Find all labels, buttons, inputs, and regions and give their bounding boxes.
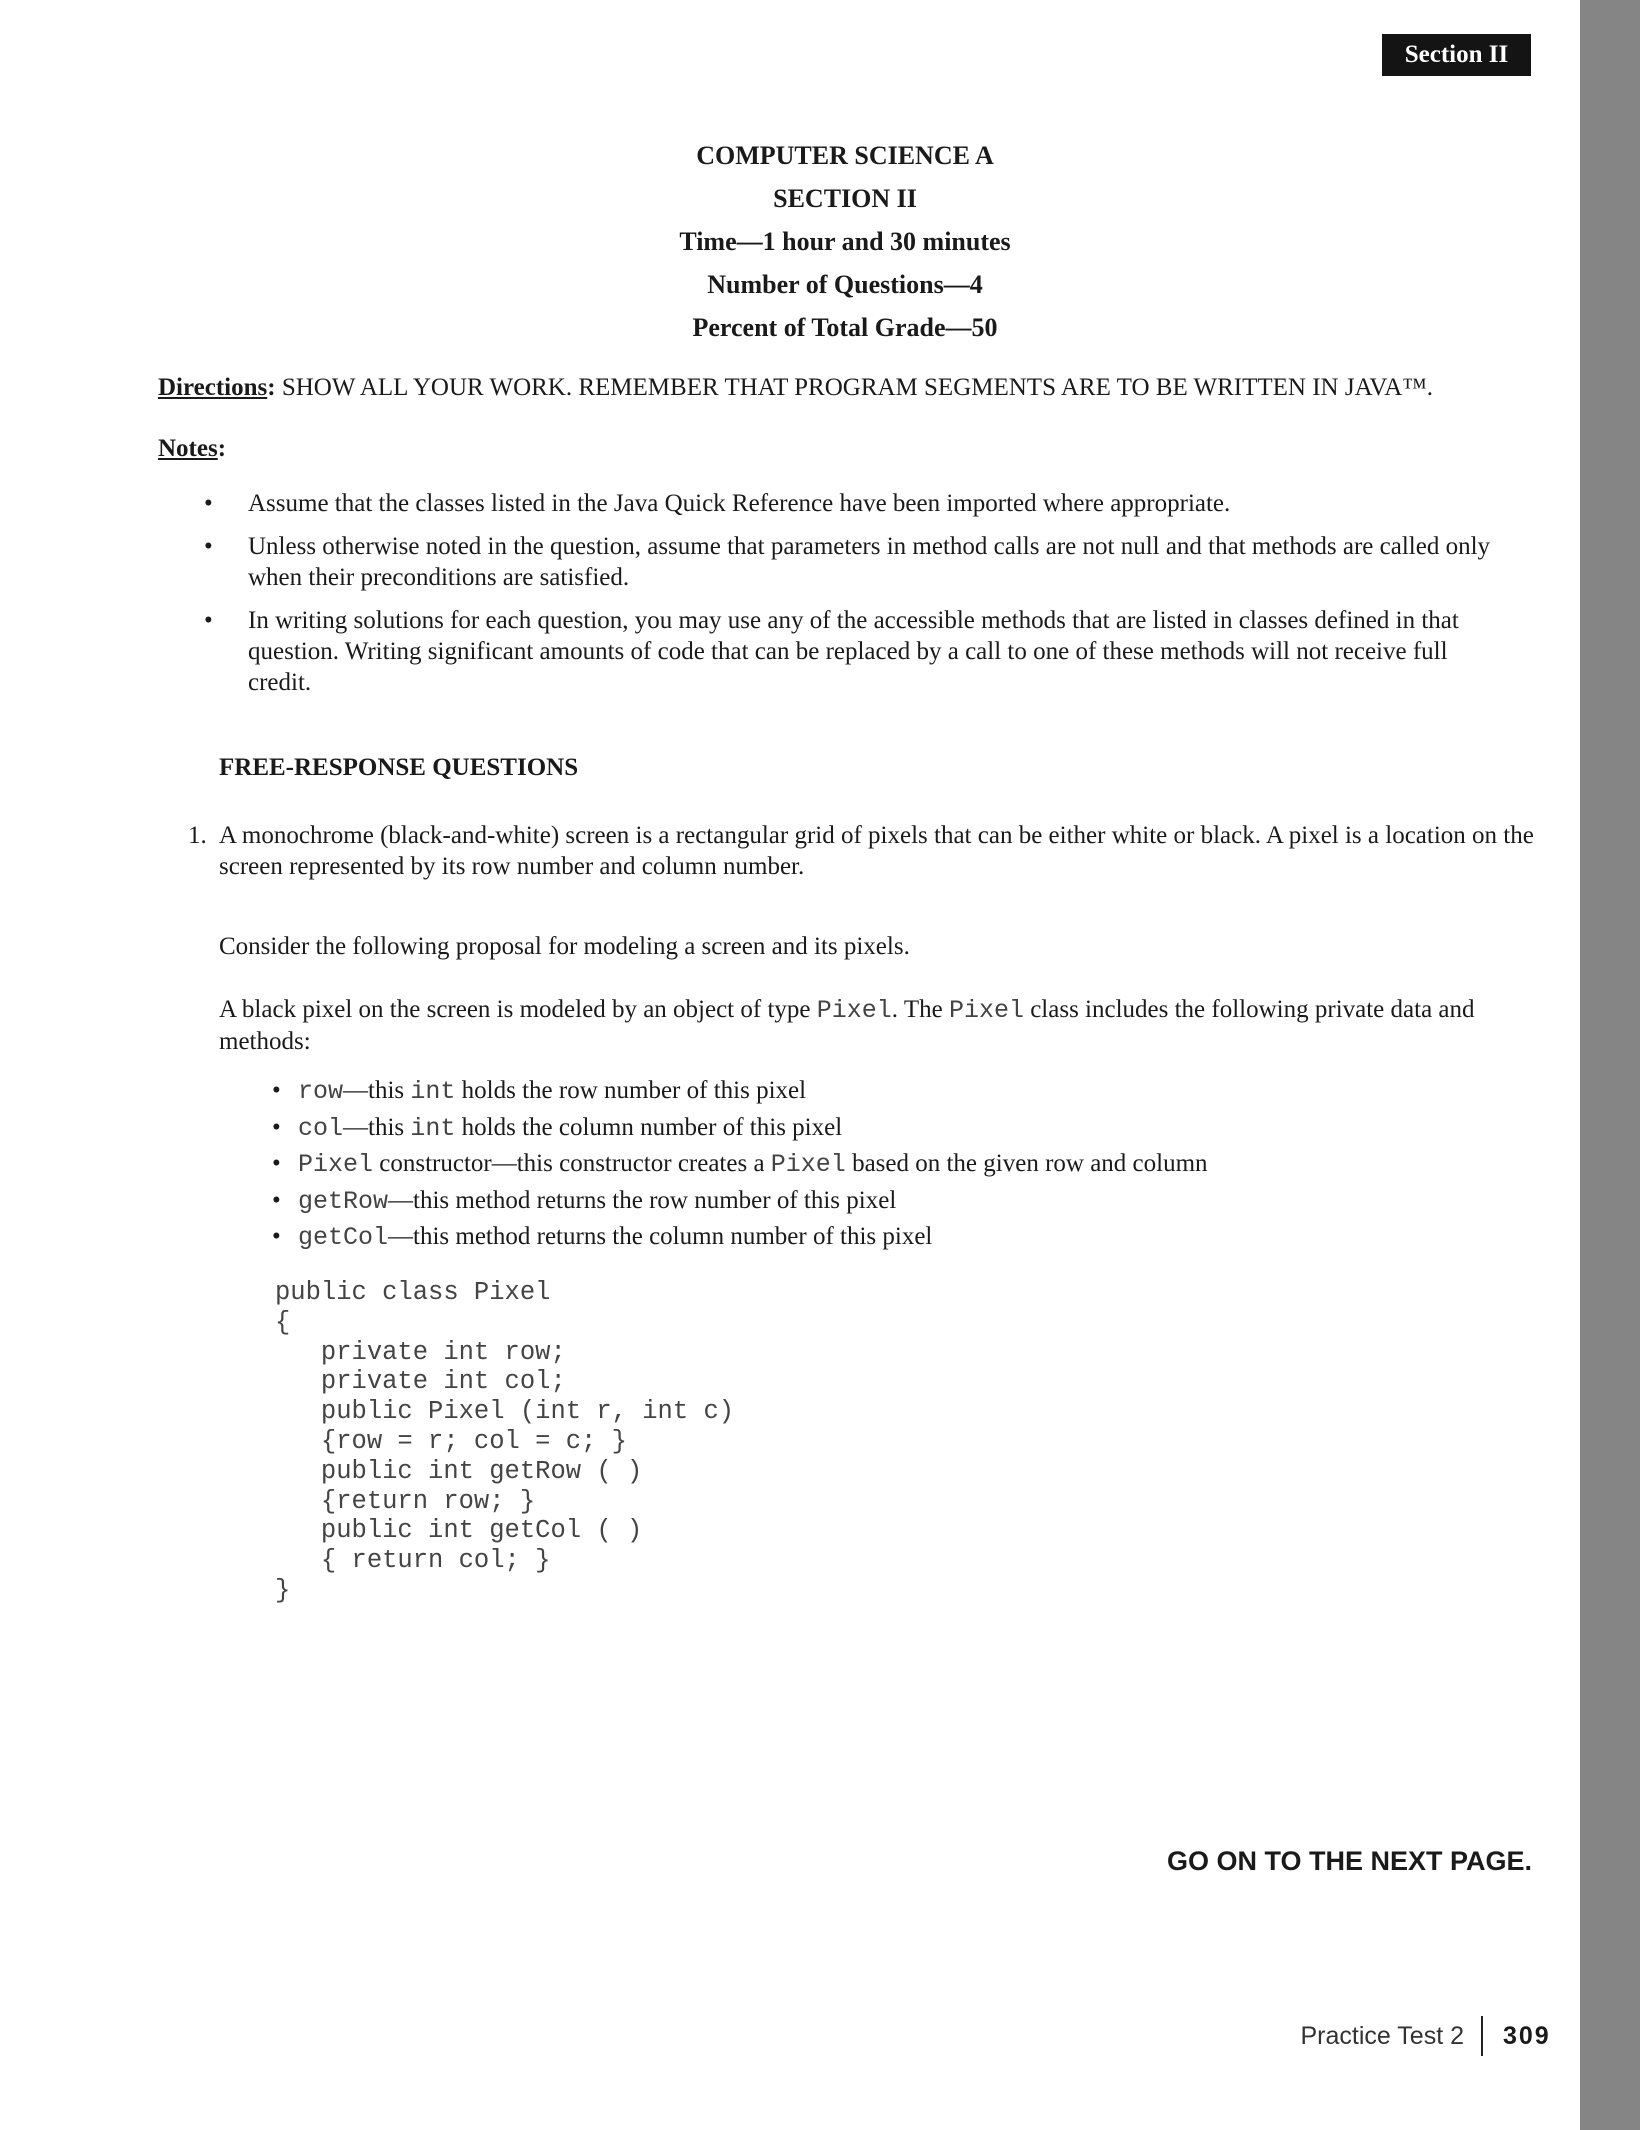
member-item: • col—this int holds the column number of this pixel — [272, 1110, 1472, 1147]
question-number: 1. — [188, 822, 207, 849]
page-header — [0, 134, 1640, 349]
code-line: private int col; — [275, 1367, 566, 1397]
member-list — [272, 1073, 1472, 1256]
bullet-icon: • — [204, 533, 213, 560]
bullet-icon: • — [204, 607, 213, 634]
header-title: COMPUTER SCIENCE A — [696, 141, 994, 170]
question-para-3: A black pixel on the screen is modeled by an object of type Pixel. The Pixel class includes the following private data and methods: — [219, 996, 1475, 1055]
notes-colon: : — [217, 435, 227, 462]
header-question-count: Number of Questions—4 — [707, 270, 983, 299]
notes-label: Notes — [158, 435, 218, 462]
notes-heading — [158, 433, 226, 464]
bullet-icon: • — [204, 490, 213, 517]
question-para-2: Consider the following proposal for modeling a screen and its pixels. — [219, 933, 910, 960]
code-line: { — [275, 1307, 291, 1337]
section-tab-label: Section II — [1404, 41, 1509, 68]
code-line: public Pixel (int r, int c) — [275, 1397, 735, 1427]
section-tab — [1382, 34, 1531, 76]
member-item: • getRow—this method returns the row number of this pixel — [272, 1183, 1472, 1220]
code-line: public int getCol ( ) — [275, 1516, 643, 1546]
question-para-1: A monochrome (black-and-white) screen is a rectangular grid of pixels that can be either white or black. A pixel is a location on the screen represented by its row number and column number. — [219, 822, 1534, 880]
page-number: 309 — [1503, 2022, 1551, 2050]
code-line: { return col; } — [275, 1546, 551, 1576]
notes-list — [158, 488, 1498, 710]
code-line: {return row; } — [275, 1486, 536, 1516]
inline-code: Pixel — [816, 996, 892, 1025]
code-line: } — [275, 1575, 291, 1605]
inline-code: Pixel — [948, 996, 1024, 1025]
bullet-icon: • — [272, 1223, 281, 1250]
header-time: Time—1 hour and 30 minutes — [679, 227, 1011, 256]
note-item: • Unless otherwise noted in the question, assume that parameters in method calls are not null and that methods are called only when their preconditions are satisfied. — [204, 533, 1491, 591]
page-footer — [1200, 2016, 1551, 2056]
bullet-icon: • — [272, 1150, 281, 1177]
directions — [158, 372, 1433, 403]
bullet-icon: • — [272, 1077, 281, 1104]
code-line: {row = r; col = c; } — [275, 1426, 627, 1456]
directions-colon: : — [267, 374, 276, 401]
footer-label: Practice Test 2 — [1300, 2022, 1464, 2050]
bullet-icon: • — [272, 1186, 281, 1214]
code-block — [275, 1278, 734, 1606]
footer-divider — [1481, 2016, 1483, 2056]
header-grade-percent: Percent of Total Grade—50 — [692, 313, 998, 342]
code-line: public class Pixel — [275, 1278, 551, 1307]
code-line: public int getRow ( ) — [275, 1456, 643, 1486]
directions-text: SHOW ALL YOUR WORK. REMEMBER THAT PROGRAM SEGMENTS ARE TO BE WRITTEN IN JAVA™. — [275, 374, 1434, 401]
member-item: • getCol—this method returns the column number of this pixel — [272, 1219, 1472, 1256]
note-item: • In writing solutions for each question, you may use any of the accessible methods that are listed in classes defined in that question. Writing significant amounts of code that can be replaced by a call to one of these methods will not receive full credit. — [204, 607, 1459, 696]
member-item: • Pixel constructor—this constructor creates a Pixel based on the given row and column — [272, 1146, 1472, 1183]
header-section: SECTION II — [773, 184, 917, 213]
directions-label: Directions — [158, 374, 268, 401]
member-item: • row—this int holds the row number of this pixel — [272, 1073, 1472, 1110]
code-line: private int row; — [275, 1337, 566, 1367]
frq-heading: FREE-RESPONSE QUESTIONS — [219, 754, 579, 781]
go-on-notice: GO ON TO THE NEXT PAGE. — [1166, 1846, 1532, 1876]
bullet-icon: • — [272, 1113, 281, 1141]
note-item: • Assume that the classes listed in the Java Quick Reference have been imported where appropriate. — [204, 490, 1231, 517]
